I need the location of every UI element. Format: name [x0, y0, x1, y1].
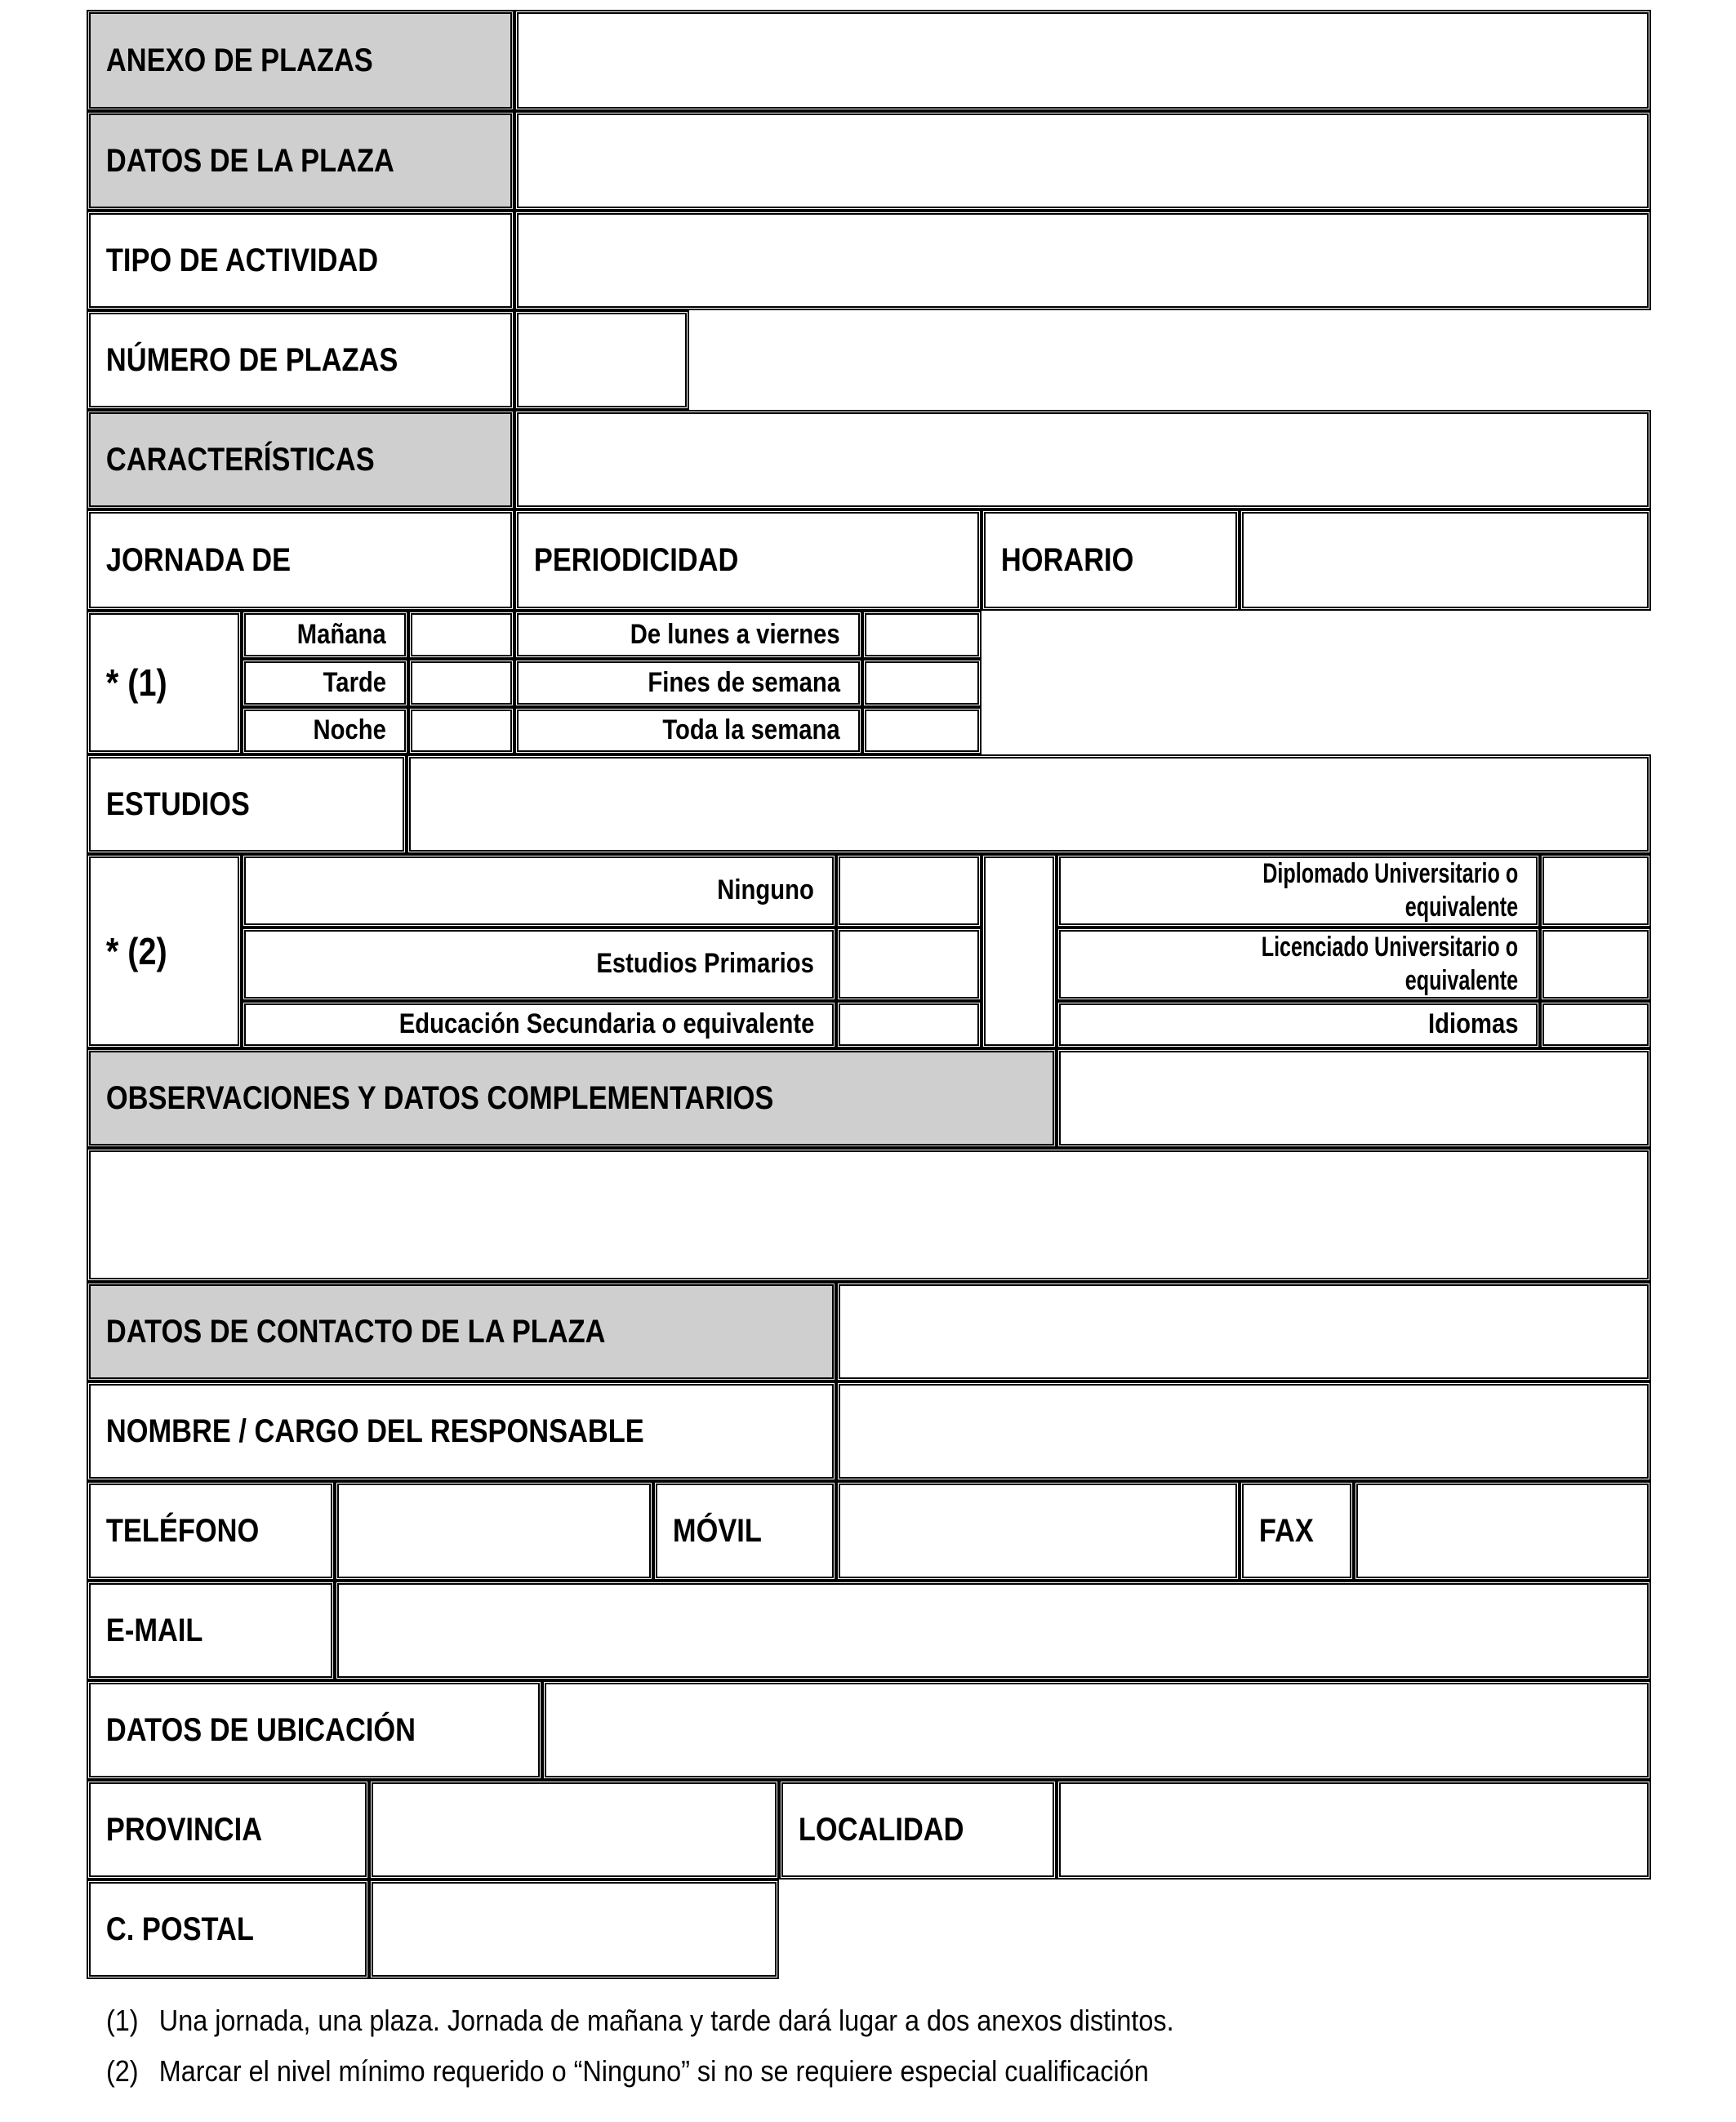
email-field[interactable] [335, 1581, 1651, 1680]
telefono-label-cell [87, 1481, 335, 1581]
email-label: E-MAIL [105, 1612, 203, 1648]
noche-checkbox[interactable] [408, 707, 514, 754]
diplomado-checkbox[interactable] [1540, 854, 1651, 928]
contacto-label-cell [87, 1282, 836, 1381]
fax-label-cell [1240, 1481, 1354, 1581]
tarde-checkbox[interactable] [408, 659, 514, 707]
periodicidad-label-cell [514, 509, 982, 611]
responsable-label-cell [87, 1381, 836, 1481]
movil-field[interactable] [836, 1481, 1240, 1581]
manana-checkbox[interactable] [408, 611, 514, 659]
numero-plazas-label-cell [87, 310, 514, 410]
fines-semana-label: Fines de semana [648, 666, 840, 698]
toda-semana-checkbox[interactable] [862, 707, 982, 754]
horario-label: HORARIO [1000, 541, 1134, 578]
caracteristicas-label-cell [87, 410, 514, 509]
idiomas-checkbox[interactable] [1540, 1001, 1651, 1048]
caracteristicas-field [514, 410, 1651, 509]
footnote-2-number: (2) [106, 2054, 139, 2088]
lunes-viernes-label: De lunes a viernes [630, 618, 840, 650]
telefono-label: TELÉFONO [105, 1512, 260, 1549]
manana-label-cell [242, 611, 408, 659]
horario-field[interactable] [1240, 509, 1651, 611]
estudios-spacer-cell [982, 854, 1057, 1048]
numero-plazas-label: NÚMERO DE PLAZAS [105, 341, 398, 378]
movil-label: MÓVIL [672, 1512, 762, 1549]
lunes-viernes-checkbox[interactable] [862, 611, 982, 659]
ubicacion-field [542, 1680, 1651, 1780]
ninguno-label-cell [242, 854, 836, 928]
licenciado-label: Licenciado Universitario o equivalente [1261, 931, 1518, 996]
tipo-actividad-field[interactable] [514, 211, 1651, 310]
estudios-field [407, 754, 1651, 854]
fines-semana-checkbox[interactable] [862, 659, 982, 707]
numero-plazas-field[interactable] [514, 310, 689, 410]
ref2-label: * (2) [105, 930, 167, 972]
datos-plaza-field[interactable] [514, 111, 1651, 211]
email-label-cell [87, 1581, 335, 1680]
idiomas-label: Idiomas [1427, 1008, 1518, 1040]
observaciones-textarea[interactable] [87, 1148, 1651, 1282]
horario-label-cell [982, 509, 1240, 611]
primarios-label: Estudios Primarios [596, 948, 814, 980]
observaciones-header-field [1057, 1048, 1651, 1148]
postal-field[interactable] [369, 1880, 779, 1979]
primarios-checkbox[interactable] [836, 928, 982, 1001]
footnote-2-text: Marcar el nivel mínimo requerido o “Ninguno” si no se requiere especial cualificación [158, 2054, 1149, 2088]
provincia-field[interactable] [369, 1780, 779, 1880]
provincia-label-cell [87, 1780, 369, 1880]
contacto-label: DATOS DE CONTACTO DE LA PLAZA [105, 1313, 606, 1350]
ref2-label-cell [87, 854, 242, 1048]
anexo-field[interactable] [514, 10, 1651, 111]
jornada-label: JORNADA DE [105, 541, 292, 578]
jornada-label-cell [87, 509, 514, 611]
diplomado-label-cell [1057, 854, 1540, 928]
observaciones-label: OBSERVACIONES Y DATOS COMPLEMENTARIOS [105, 1079, 774, 1116]
postal-label: C. POSTAL [105, 1911, 254, 1947]
noche-label-cell [242, 707, 408, 754]
provincia-label: PROVINCIA [105, 1811, 263, 1848]
localidad-label-cell [779, 1780, 1057, 1880]
movil-label-cell [653, 1481, 836, 1581]
datos-plaza-label: DATOS DE LA PLAZA [105, 142, 394, 179]
localidad-label: LOCALIDAD [798, 1811, 964, 1848]
observaciones-label-cell [87, 1048, 1057, 1148]
primarios-label-cell [242, 928, 836, 1001]
anexo-label-cell [87, 10, 514, 111]
idiomas-label-cell [1057, 1001, 1540, 1048]
postal-label-cell [87, 1880, 369, 1979]
ninguno-label: Ninguno [717, 874, 814, 906]
responsable-field[interactable] [836, 1381, 1651, 1481]
tipo-actividad-label: TIPO DE ACTIVIDAD [105, 242, 379, 278]
contacto-field [836, 1282, 1651, 1381]
tipo-actividad-label-cell [87, 211, 514, 310]
responsable-label: NOMBRE / CARGO DEL RESPONSABLE [105, 1412, 644, 1449]
toda-semana-label: Toda la semana [662, 714, 840, 746]
footnote-1-number: (1) [106, 2004, 139, 2037]
footnote-2 [106, 2054, 1149, 2089]
tarde-label: Tarde [323, 666, 386, 698]
ref1-label-cell [87, 611, 242, 754]
toda-semana-label-cell [514, 707, 862, 754]
localidad-field[interactable] [1057, 1780, 1651, 1880]
caracteristicas-label: CARACTERÍSTICAS [105, 441, 375, 478]
tarde-label-cell [242, 659, 408, 707]
fax-field[interactable] [1354, 1481, 1651, 1581]
fax-label: FAX [1258, 1512, 1314, 1549]
estudios-label-cell [87, 754, 407, 854]
ref1-label: * (1) [105, 661, 167, 704]
ubicacion-label-cell [87, 1680, 542, 1780]
licenciado-checkbox[interactable] [1540, 928, 1651, 1001]
diplomado-label: Diplomado Universitario o equivalente [1262, 857, 1518, 923]
datos-plaza-label-cell [87, 111, 514, 211]
footnote-1 [106, 2004, 1174, 2038]
ubicacion-label: DATOS DE UBICACIÓN [105, 1711, 416, 1748]
noche-label: Noche [313, 714, 386, 746]
fines-semana-label-cell [514, 659, 862, 707]
estudios-label: ESTUDIOS [105, 785, 250, 822]
footnote-1-text: Una jornada, una plaza. Jornada de mañana y tarde dará lugar a dos anexos distintos. [158, 2004, 1174, 2037]
lunes-viernes-label-cell [514, 611, 862, 659]
periodicidad-label: PERIODICIDAD [533, 541, 739, 578]
manana-label: Mañana [297, 618, 386, 650]
secundaria-label-cell [242, 1001, 836, 1048]
secundaria-checkbox[interactable] [836, 1001, 982, 1048]
secundaria-label: Educación Secundaria o equivalente [398, 1008, 814, 1040]
anexo-label: ANEXO DE PLAZAS [105, 42, 373, 78]
licenciado-label-cell [1057, 928, 1540, 1001]
telefono-field[interactable] [335, 1481, 653, 1581]
ninguno-checkbox[interactable] [836, 854, 982, 928]
